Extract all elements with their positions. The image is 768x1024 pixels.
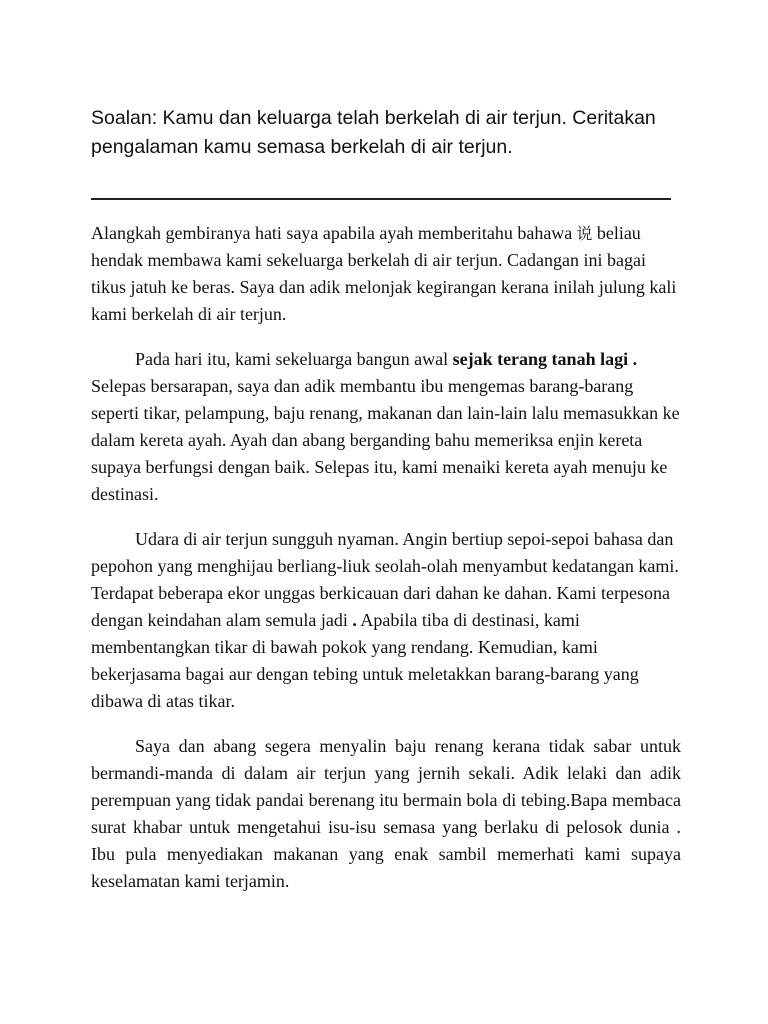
- paragraph-1: [91, 220, 681, 328]
- paragraph-2: [91, 346, 681, 508]
- paragraph-1-text-rest: beliau hendak membawa kami sekeluarga berkelah di air terjun. Cadangan ini bagai tikus jatuh ke beras. Saya dan adik melonjak kegirangan kerana inilah julung kali kami berkelah di air terjun.: [91, 223, 677, 324]
- divider-line: [91, 198, 671, 200]
- paragraph-3-bold-period: .: [352, 610, 357, 630]
- paragraph-2-lead: Pada hari itu, kami sekeluarga bangun awal: [135, 349, 453, 369]
- essay-body: [91, 220, 681, 913]
- paragraph-4: Saya dan abang segera menyalin baju renang kerana tidak sabar untuk bermandi-manda di dalam air terjun yang jernih sekali. Adik lelaki dan adik perempuan yang tidak pandai berenang itu bermain bola di tebing.Bapa membaca surat khabar untuk mengetahui isu-isu semasa yang berlaku di pelosok dunia . Ibu pula menyediakan makanan yang enak sambil memerhati kami supaya keselamatan kami terjamin.: [91, 736, 681, 891]
- paragraph-2-rest: Selepas bersarapan, saya dan adik membantu ibu mengemas barang-barang seperti tikar, pelampung, baju renang, makanan dan lain-lain lalu memasukkan ke dalam kereta ayah. Ayah dan abang berganding bahu memeriksa enjin kereta supaya berfungsi dengan baik. Selepas itu, kami menaiki kereta ayah menuju ke destinasi.: [91, 376, 680, 504]
- paragraph-3-rest: Apabila tiba di destinasi, kami membentangkan tikar di bawah pokok yang rendang. Kemudian, kami bekerjasama bagai aur dengan tebing untuk meletakkan barang-barang yang dibawa di atas tikar.: [91, 610, 639, 711]
- cjk-character-icon: 说: [576, 224, 593, 243]
- paragraph-3-lead: Udara di air terjun sungguh nyaman. Angin bertiup sepoi-sepoi bahasa dan pepohon yang menghijau berliang-liuk seolah-olah menyambut kedatangan kami. Terdapat beberapa ekor unggas berkicauan dari dahan ke dahan. Kami terpesona dengan keindahan alam semula jadi: [91, 529, 679, 630]
- paragraph-3: [91, 526, 681, 715]
- question-prompt: Soalan: Kamu dan keluarga telah berkelah di air terjun. Ceritakan pengalaman kamu semasa berkelah di air terjun.: [91, 107, 656, 158]
- paragraph-2-bold-phrase: sejak terang tanah lagi .: [452, 349, 638, 369]
- paragraph-1-text-start: Alangkah gembiranya hati saya apabila ayah memberitahu bahawa: [91, 223, 573, 243]
